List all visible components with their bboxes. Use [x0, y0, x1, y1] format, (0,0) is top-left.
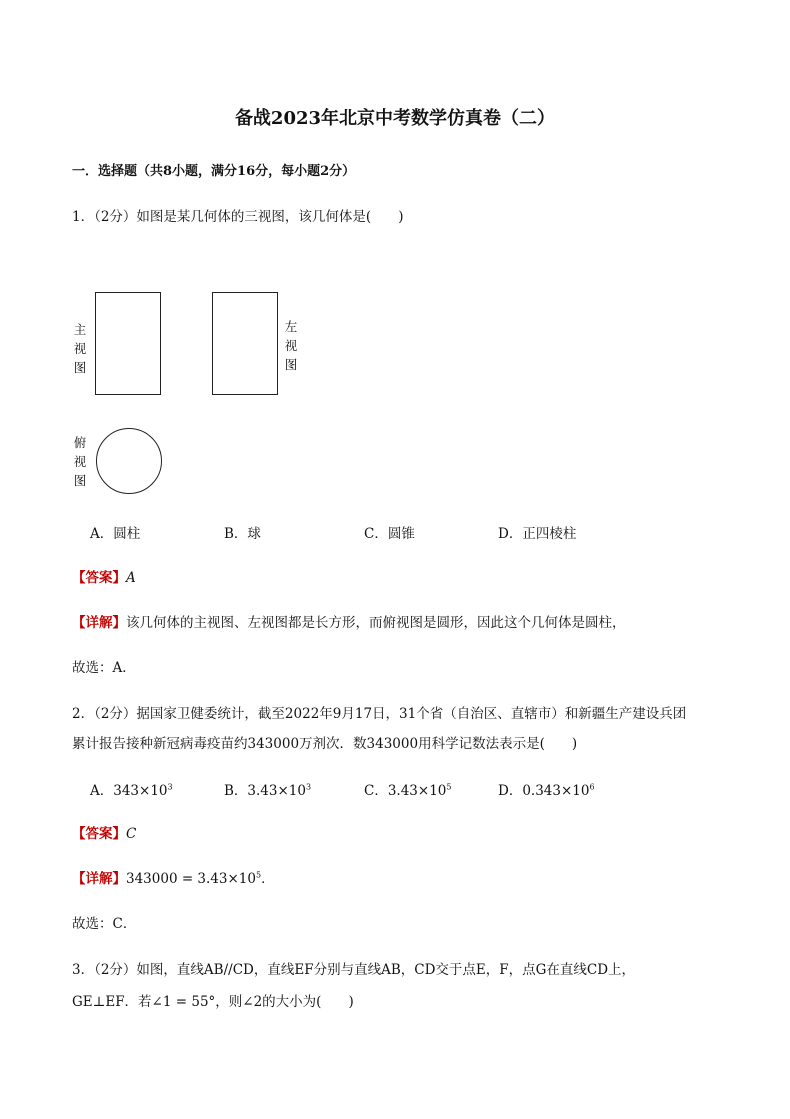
question-3-stem-line2: GE⊥EF．若∠1 = 55°，则∠2的大小为( ): [72, 994, 354, 1010]
page-title: 备战2023年北京中考数学仿真卷（二）: [234, 108, 556, 129]
q2-option-a: A．$343\times 10^3$: [90, 782, 173, 799]
q1-option-c: C．圆锥: [364, 526, 415, 542]
question-1-stem: 1．（2分）如图是某几何体的三视图，该几何体是( ): [72, 209, 404, 225]
q2-detail-line: [72, 867, 275, 887]
top-view-circle: [96, 428, 162, 494]
detail-tag: 【详解】: [72, 871, 126, 887]
answer-tag: 【答案】: [72, 570, 126, 586]
q2-option-d: D．$0.343\times 10^6$: [498, 782, 595, 799]
q2-option-b: B．$3.43\times 10^3$: [224, 782, 312, 799]
q2-detail: $343000 = 3.43\times 10^5$．: [126, 870, 275, 887]
front-view-label: 主视图: [73, 322, 87, 375]
q2-answer: C: [126, 826, 137, 842]
q1-detail: 该几何体的主视图、左视图都是长方形，而俯视图是圆形，因此这个几何体是圆柱，: [126, 615, 626, 631]
q1-answer: A: [126, 570, 136, 586]
q1-option-a: A．圆柱: [90, 526, 141, 542]
q2-answer-line: [72, 822, 136, 842]
top-view-label: 俯视图: [73, 435, 87, 488]
q1-option-b: B．球: [224, 526, 261, 542]
question-2-stem-line2: 累计报告接种新冠病毒疫苗约343000万剂次．数343000用科学记数法表示是( ): [72, 736, 578, 752]
detail-tag: 【详解】: [72, 615, 126, 631]
q2-option-c: C．$3.43\times 10^5$: [364, 782, 452, 799]
left-view-label: 左视图: [284, 319, 298, 372]
question-3-stem-line1: 3．（2分）如图，直线AB//CD，直线EF分别与直线AB，CD交于点E，F，点G在直线CD上，: [72, 962, 636, 978]
q1-answer-line: [72, 566, 136, 586]
front-view-rectangle: [95, 292, 161, 395]
q2-choice: 故选：C．: [72, 916, 137, 932]
question-2-stem-line1: 2．（2分）据国家卫健委统计，截至2022年9月17日，31个省（自治区、直辖市）和新疆生产建设兵团: [72, 706, 687, 722]
left-view-rectangle: [212, 292, 278, 395]
answer-tag: 【答案】: [72, 826, 126, 842]
q1-detail-line: [72, 611, 626, 631]
q1-choice: 故选：A．: [72, 660, 136, 676]
section-heading: 一．选择题（共8小题，满分16分，每小题2分）: [72, 164, 356, 179]
q1-option-d: D．正四棱柱: [498, 526, 577, 542]
